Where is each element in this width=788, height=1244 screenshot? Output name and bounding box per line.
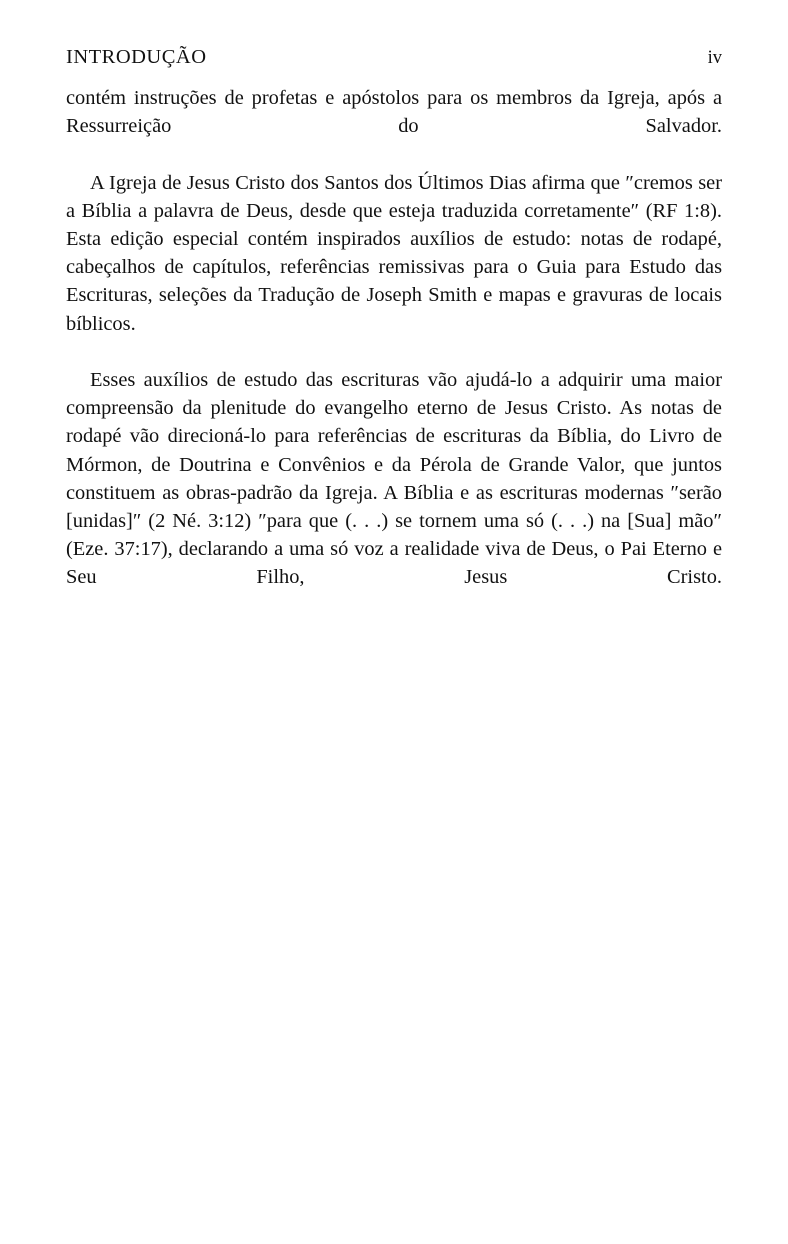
running-head [66, 44, 722, 70]
paragraph-continuation: contém instruções de profetas e apóstolos para os membros da Igreja, após a Ressurreição do Salvador. [66, 87, 722, 138]
page-number: iv [707, 48, 722, 68]
paragraph-auxilios: Esses auxílios de estudo das escrituras vão ajudá-lo a adquirir uma maior compreensão da plenitude do evangelho eterno de Jesus Cristo. As notas de rodapé vão direcioná-lo para referências de escrituras da Bíblia, do Livro de Mórmon, de Doutrina e Convênios e da Pérola de Grande Valor, que juntos constituem as obras-padrão da Igreja. A Bíblia e as escrituras modernas ″serão [unidas]″ (2 Né. 3:12) ″para que (. . .) se tornem uma só (. . .) na [Sua] mão″ (Eze. 37:17), declarando a uma só voz a realidade viva de Deus, o Pai Eterno e Seu Filho, Jesus Cristo. [66, 369, 722, 589]
paragraph-igreja: A Igreja de Jesus Cristo dos Santos dos Últimos Dias afirma que ″cremos ser a Bíblia a palavra de Deus, desde que esteja traduzida corretamente″ (RF 1:8). Esta edição especial contém inspirados auxílios de estudo: notas de rodapé, cabeçalhos de capítulos, referências remissivas para o Guia para Estudo das Escrituras, seleções da Tradução de Joseph Smith e mapas e gravuras de locais bíblicos. [66, 171, 722, 335]
body-text-block [66, 84, 722, 620]
running-head-title: INTRODUÇÃO [66, 46, 207, 68]
